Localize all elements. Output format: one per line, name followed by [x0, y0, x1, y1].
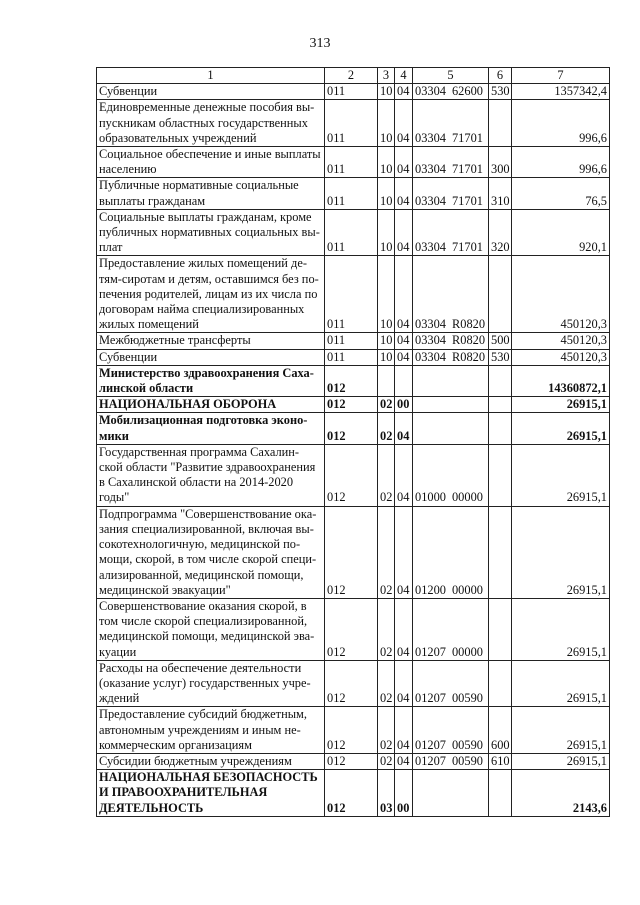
expense-type-code: 610 — [489, 753, 512, 769]
direction-code: 00000 — [451, 644, 483, 659]
amount: 26915,1 — [512, 506, 610, 598]
row-name: Государственная программа Сахалин-ской области "Развитие здравоохранения в Сахалинской области на 2014-2020 годы" — [97, 444, 325, 506]
table-row — [97, 365, 610, 396]
amount: 2143,6 — [512, 770, 610, 817]
expense-type-code — [489, 506, 512, 598]
row-name: НАЦИОНАЛЬНАЯ ОБОРОНА — [97, 397, 325, 413]
table-row — [97, 397, 610, 413]
expense-type-code — [489, 365, 512, 396]
subsection-code: 04 — [395, 84, 413, 100]
amount: 920,1 — [512, 209, 610, 256]
column-header: 3 — [378, 68, 395, 84]
row-name: Предоставление субсидий бюджетным, автономным учреждениям и иным не-коммерческим организациям — [97, 707, 325, 754]
program-code: 01207 — [415, 644, 446, 659]
direction-code: 00590 — [451, 737, 483, 752]
table-row — [97, 506, 610, 598]
row-name: Расходы на обеспечение деятельности (оказание услуг) государственных учре-ждений — [97, 660, 325, 707]
table-row — [97, 84, 610, 100]
target-article-code — [413, 333, 489, 349]
ministry-code: 012 — [325, 444, 378, 506]
program-code: 01200 — [415, 582, 446, 597]
program-code: 01207 — [415, 737, 446, 752]
ministry-code: 011 — [325, 256, 378, 333]
target-article-code — [413, 770, 489, 817]
subsection-code: 04 — [395, 349, 413, 365]
column-header: 6 — [489, 68, 512, 84]
target-article-code — [413, 413, 489, 444]
direction-code: 71701 — [451, 240, 483, 255]
amount: 996,6 — [512, 147, 610, 178]
column-header: 4 — [395, 68, 413, 84]
subsection-code: 04 — [395, 598, 413, 660]
section-code — [378, 365, 395, 396]
row-name: Подпрограмма "Совершенствование ока-зания специализированной, включая вы-сокотехнологичную, медицинской по-мощи, скорой, в том числе скорой специ-ализированной, медицинской помощи, медицинской эвакуации" — [97, 506, 325, 598]
subsection-code: 04 — [395, 100, 413, 147]
subsection-code: 04 — [395, 147, 413, 178]
expense-type-code — [489, 660, 512, 707]
expense-type-code: 300 — [489, 147, 512, 178]
ministry-code: 011 — [325, 178, 378, 209]
section-code: 10 — [378, 100, 395, 147]
subsection-code: 04 — [395, 506, 413, 598]
section-code: 02 — [378, 753, 395, 769]
row-name: Субвенции — [97, 84, 325, 100]
amount: 26915,1 — [512, 598, 610, 660]
target-article-code — [413, 397, 489, 413]
amount: 26915,1 — [512, 753, 610, 769]
ministry-code: 011 — [325, 333, 378, 349]
direction-code: 71701 — [451, 130, 483, 145]
amount: 76,5 — [512, 178, 610, 209]
expense-type-code — [489, 444, 512, 506]
amount: 26915,1 — [512, 707, 610, 754]
row-name: Публичные нормативные социальные выплаты гражданам — [97, 178, 325, 209]
subsection-code: 04 — [395, 178, 413, 209]
direction-code: R0820 — [451, 317, 486, 332]
table-header-row — [97, 68, 610, 84]
program-code: 03304 — [415, 162, 446, 177]
table-row — [97, 660, 610, 707]
amount: 26915,1 — [512, 660, 610, 707]
subsection-code: 04 — [395, 753, 413, 769]
column-header: 5 — [413, 68, 489, 84]
amount: 450120,3 — [512, 349, 610, 365]
expense-type-code — [489, 100, 512, 147]
program-code: 03304 — [415, 349, 446, 364]
ministry-code: 012 — [325, 770, 378, 817]
column-header: 1 — [97, 68, 325, 84]
table-row — [97, 209, 610, 256]
column-header: 2 — [325, 68, 378, 84]
table-row — [97, 333, 610, 349]
direction-code: 00000 — [451, 490, 483, 505]
amount: 450120,3 — [512, 256, 610, 333]
row-name: Министерство здравоохранения Саха-линской области — [97, 365, 325, 396]
program-code: 03304 — [415, 84, 446, 99]
program-code: 03304 — [415, 193, 446, 208]
program-code: 01000 — [415, 490, 446, 505]
target-article-code — [413, 349, 489, 365]
table-row — [97, 598, 610, 660]
expense-type-code — [489, 770, 512, 817]
ministry-code: 012 — [325, 753, 378, 769]
target-article-code — [413, 178, 489, 209]
table-row — [97, 444, 610, 506]
section-code: 02 — [378, 707, 395, 754]
direction-code: 00590 — [451, 753, 483, 768]
program-code: 03304 — [415, 333, 446, 348]
direction-code: 62600 — [451, 84, 483, 99]
row-name: Субсидии бюджетным учреждениям — [97, 753, 325, 769]
amount: 26915,1 — [512, 413, 610, 444]
ministry-code: 012 — [325, 598, 378, 660]
ministry-code: 012 — [325, 397, 378, 413]
subsection-code: 04 — [395, 707, 413, 754]
section-code: 03 — [378, 770, 395, 817]
target-article-code — [413, 147, 489, 178]
row-name: Социальные выплаты гражданам, кроме публичных нормативных социальных вы-плат — [97, 209, 325, 256]
target-article-code — [413, 100, 489, 147]
section-code: 10 — [378, 333, 395, 349]
subsection-code: 04 — [395, 256, 413, 333]
table-row — [97, 770, 610, 817]
program-code: 03304 — [415, 317, 446, 332]
direction-code: R0820 — [451, 349, 486, 364]
table-row — [97, 256, 610, 333]
ministry-code: 011 — [325, 147, 378, 178]
table-row — [97, 413, 610, 444]
table-row — [97, 147, 610, 178]
amount: 1357342,4 — [512, 84, 610, 100]
subsection-code: 04 — [395, 413, 413, 444]
subsection-code: 04 — [395, 444, 413, 506]
row-name: Предоставление жилых помещений де-тям-сиротам и детям, оставшимся без по-печения родителей, лицам из их числа по договорам найма специализированных жилых помещений — [97, 256, 325, 333]
subsection-code: 00 — [395, 397, 413, 413]
direction-code: R0820 — [451, 333, 486, 348]
section-code: 10 — [378, 349, 395, 365]
table-row — [97, 753, 610, 769]
direction-code: 00590 — [451, 691, 483, 706]
table-row — [97, 707, 610, 754]
ministry-code: 011 — [325, 84, 378, 100]
program-code: 01207 — [415, 753, 446, 768]
target-article-code — [413, 84, 489, 100]
target-article-code — [413, 209, 489, 256]
expense-type-code — [489, 256, 512, 333]
amount: 996,6 — [512, 100, 610, 147]
target-article-code — [413, 753, 489, 769]
expense-type-code: 530 — [489, 349, 512, 365]
target-article-code — [413, 365, 489, 396]
row-name: Единовременные денежные пособия вы-пускникам областных государственных образовательных учреждений — [97, 100, 325, 147]
amount: 26915,1 — [512, 444, 610, 506]
program-code: 03304 — [415, 130, 446, 145]
ministry-code: 012 — [325, 660, 378, 707]
row-name: Совершенствование оказания скорой, в том числе скорой специализированной, медицинской помощи, медицинской эва-куации — [97, 598, 325, 660]
expense-type-code: 320 — [489, 209, 512, 256]
ministry-code: 011 — [325, 349, 378, 365]
ministry-code: 011 — [325, 100, 378, 147]
ministry-code: 012 — [325, 506, 378, 598]
expense-type-code: 500 — [489, 333, 512, 349]
subsection-code: 04 — [395, 333, 413, 349]
subsection-code: 04 — [395, 660, 413, 707]
budget-table — [96, 67, 610, 817]
table-row — [97, 178, 610, 209]
subsection-code — [395, 365, 413, 396]
column-header: 7 — [512, 68, 610, 84]
subsection-code: 00 — [395, 770, 413, 817]
expense-type-code — [489, 413, 512, 444]
section-code: 02 — [378, 660, 395, 707]
expense-type-code — [489, 598, 512, 660]
expense-type-code — [489, 397, 512, 413]
section-code: 10 — [378, 147, 395, 178]
table-row — [97, 349, 610, 365]
section-code: 02 — [378, 598, 395, 660]
section-code: 02 — [378, 506, 395, 598]
target-article-code — [413, 660, 489, 707]
amount: 14360872,1 — [512, 365, 610, 396]
subsection-code: 04 — [395, 209, 413, 256]
row-name: Межбюджетные трансферты — [97, 333, 325, 349]
target-article-code — [413, 707, 489, 754]
direction-code: 71701 — [451, 193, 483, 208]
ministry-code: 012 — [325, 413, 378, 444]
section-code: 10 — [378, 209, 395, 256]
row-name: Социальное обеспечение и иные выплаты населению — [97, 147, 325, 178]
expense-type-code: 530 — [489, 84, 512, 100]
section-code: 10 — [378, 84, 395, 100]
expense-type-code: 600 — [489, 707, 512, 754]
section-code: 10 — [378, 256, 395, 333]
target-article-code — [413, 444, 489, 506]
row-name: НАЦИОНАЛЬНАЯ БЕЗОПАСНОСТЬ И ПРАВООХРАНИТЕЛЬНАЯ ДЕЯТЕЛЬНОСТЬ — [97, 770, 325, 817]
ministry-code: 011 — [325, 209, 378, 256]
table-row — [97, 100, 610, 147]
row-name: Субвенции — [97, 349, 325, 365]
amount: 450120,3 — [512, 333, 610, 349]
section-code: 02 — [378, 397, 395, 413]
direction-code: 00000 — [451, 582, 483, 597]
amount: 26915,1 — [512, 397, 610, 413]
page-number: 313 — [309, 36, 331, 51]
target-article-code — [413, 506, 489, 598]
expense-type-code: 310 — [489, 178, 512, 209]
ministry-code: 012 — [325, 365, 378, 396]
ministry-code: 012 — [325, 707, 378, 754]
row-name: Мобилизационная подготовка эконо-мики — [97, 413, 325, 444]
target-article-code — [413, 598, 489, 660]
target-article-code — [413, 256, 489, 333]
program-code: 01207 — [415, 691, 446, 706]
section-code: 02 — [378, 413, 395, 444]
direction-code: 71701 — [451, 162, 483, 177]
program-code: 03304 — [415, 240, 446, 255]
section-code: 02 — [378, 444, 395, 506]
section-code: 10 — [378, 178, 395, 209]
